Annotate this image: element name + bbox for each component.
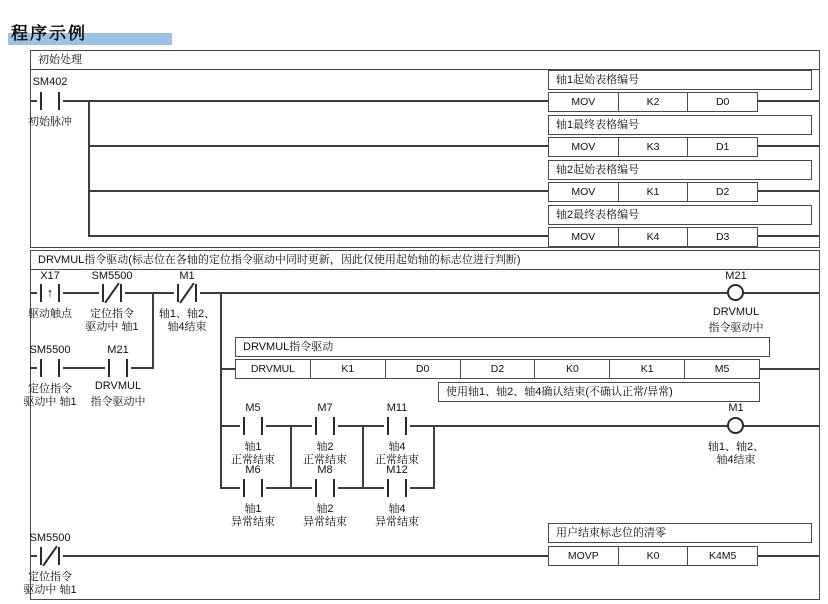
wire (760, 368, 819, 370)
contact-comment: DRVMUL (94, 380, 142, 392)
device-label: M21 (107, 344, 129, 356)
device-label: M21 (725, 270, 747, 282)
coil-comment: DRVMUL (712, 306, 760, 318)
contact-m6-no (240, 479, 266, 497)
contact-comment: 轴2 (316, 503, 334, 515)
contact-m12-no (384, 479, 410, 497)
instruction-cell: MOV (571, 186, 596, 198)
wire (31, 100, 548, 102)
instruction-cell: MOVP (567, 550, 599, 562)
wire (758, 235, 819, 237)
instruction-cell: DRVMUL (250, 363, 295, 375)
contact-comment: 定位指令 (28, 383, 72, 395)
page-title: 程序示例 (11, 24, 87, 43)
coil-m1 (727, 417, 744, 434)
wire (31, 555, 548, 557)
contact-comment: 驱动中 轴1 (23, 396, 77, 408)
rung-comment: 轴2起始表格编号 (548, 160, 812, 180)
contact-comment: 指令驱动中 (90, 396, 146, 408)
contact-comment: 驱动中 轴1 (85, 321, 139, 333)
wire (290, 425, 292, 489)
instruction-cell: MOV (571, 141, 596, 153)
instruction-mov-3 (548, 182, 758, 202)
wire (362, 425, 364, 489)
contact-comment: 初始脉冲 (28, 116, 72, 128)
device-label: M7 (317, 402, 333, 414)
rung-comment: DRVMUL指令驱动 (235, 337, 770, 357)
contact-comment: 轴4 (388, 503, 406, 515)
contact-sm5500-clear-nc (37, 547, 63, 565)
contact-sm5500-no (37, 359, 63, 377)
wire (220, 292, 222, 489)
instruction-movp (548, 546, 758, 566)
instruction-cell: K0 (618, 547, 688, 565)
contact-comment: 定位指令 (90, 308, 134, 320)
instruction-cell: D2 (460, 360, 535, 378)
instruction-mov-2 (548, 137, 758, 157)
coil-comment: 轴4结束 (716, 454, 756, 466)
instruction-cell: M5 (684, 360, 759, 378)
device-label: M6 (245, 464, 261, 476)
contact-m7-no (312, 417, 338, 435)
instruction-cell: MOV (571, 96, 596, 108)
contact-m21-no (105, 359, 131, 377)
contact-comment: 定位指令 (28, 571, 72, 583)
device-label: SM5500 (29, 532, 71, 544)
instruction-cell: K1 (310, 360, 385, 378)
contact-m5-no (240, 417, 266, 435)
wire (88, 235, 548, 237)
device-label: SM402 (32, 76, 68, 88)
contact-comment: 驱动触点 (28, 308, 72, 320)
coil-comment: 轴1、轴2、 (707, 441, 765, 453)
contact-comment: 轴1 (244, 441, 262, 453)
wire (758, 190, 819, 192)
coil-m21 (727, 284, 744, 301)
rung-comment: 轴1最终表格编号 (548, 115, 812, 135)
wire (220, 425, 728, 427)
instruction-cell: K3 (618, 138, 688, 156)
device-label: X17 (40, 270, 60, 282)
device-label: M11 (386, 402, 408, 414)
rung-comment: 轴1起始表格编号 (548, 70, 812, 90)
contact-comment: 驱动中 轴1 (23, 584, 77, 596)
wire (31, 292, 728, 294)
device-label: SM5500 (91, 270, 133, 282)
contact-comment: 异常结束 (375, 516, 419, 528)
wire (743, 425, 819, 427)
instruction-cell: D3 (687, 228, 757, 246)
device-label: M1 (728, 402, 744, 414)
wire (758, 100, 819, 102)
contact-comment: 异常结束 (231, 516, 275, 528)
rung-comment: 用户结束标志位的清零 (548, 523, 812, 543)
contact-comment: 轴2 (316, 441, 334, 453)
device-label: M12 (386, 464, 408, 476)
wire (220, 368, 235, 370)
instruction-cell: K4 (618, 228, 688, 246)
wire (152, 292, 154, 369)
device-label: SM5500 (29, 344, 71, 356)
contact-comment: 轴4 (388, 441, 406, 453)
wire (758, 145, 819, 147)
contact-sm5500-nc (99, 284, 125, 302)
instruction-cell: D1 (687, 138, 757, 156)
instruction-cell: K4M5 (687, 547, 757, 565)
instruction-cell: D0 (687, 93, 757, 111)
instruction-cell: K2 (618, 93, 688, 111)
contact-m11-no (384, 417, 410, 435)
rung-comment: 轴2最终表格编号 (548, 205, 812, 225)
wire (433, 425, 435, 489)
section-init-header: 初始处理 (31, 51, 819, 70)
instruction-cell: D0 (385, 360, 460, 378)
wire (758, 555, 819, 557)
wire (88, 145, 548, 147)
contact-comment: 正常结束 (375, 454, 419, 466)
contact-comment: 正常结束 (231, 454, 275, 466)
device-label: M5 (245, 402, 261, 414)
contact-comment: 异常结束 (303, 516, 347, 528)
contact-comment: 正常结束 (303, 454, 347, 466)
device-label: M8 (317, 464, 333, 476)
wire (88, 190, 548, 192)
instruction-mov-1 (548, 92, 758, 112)
contact-comment: 轴4结束 (167, 321, 207, 333)
instruction-cell: K1 (618, 183, 688, 201)
device-label: M1 (179, 270, 195, 282)
rung-comment: 使用轴1、轴2、轴4确认结束(不确认正常/异常) (438, 382, 760, 402)
contact-comment: 轴1 (244, 503, 262, 515)
contact-m1-nc (174, 284, 200, 302)
section-drvmul-header: DRVMUL指令驱动(标志位在各轴的定位指令驱动中同时更新，因此仅使用起始轴的标志位进行判断) (31, 251, 819, 270)
wire (743, 292, 819, 294)
contact-x17-pulse (37, 284, 63, 302)
contact-m8-no (312, 479, 338, 497)
instruction-cell: D2 (687, 183, 757, 201)
instruction-cell: K0 (534, 360, 609, 378)
wire (88, 100, 90, 237)
instruction-cell: MOV (571, 231, 596, 243)
instruction-drvmul (235, 359, 760, 379)
instruction-mov-4 (548, 227, 758, 247)
instruction-cell: K1 (609, 360, 684, 378)
contact-sm402-no (37, 92, 63, 110)
coil-comment: 指令驱动中 (708, 322, 764, 334)
pulse-up-icon: ↑ (46, 285, 54, 300)
contact-comment: 轴1、轴2、 (158, 308, 216, 320)
